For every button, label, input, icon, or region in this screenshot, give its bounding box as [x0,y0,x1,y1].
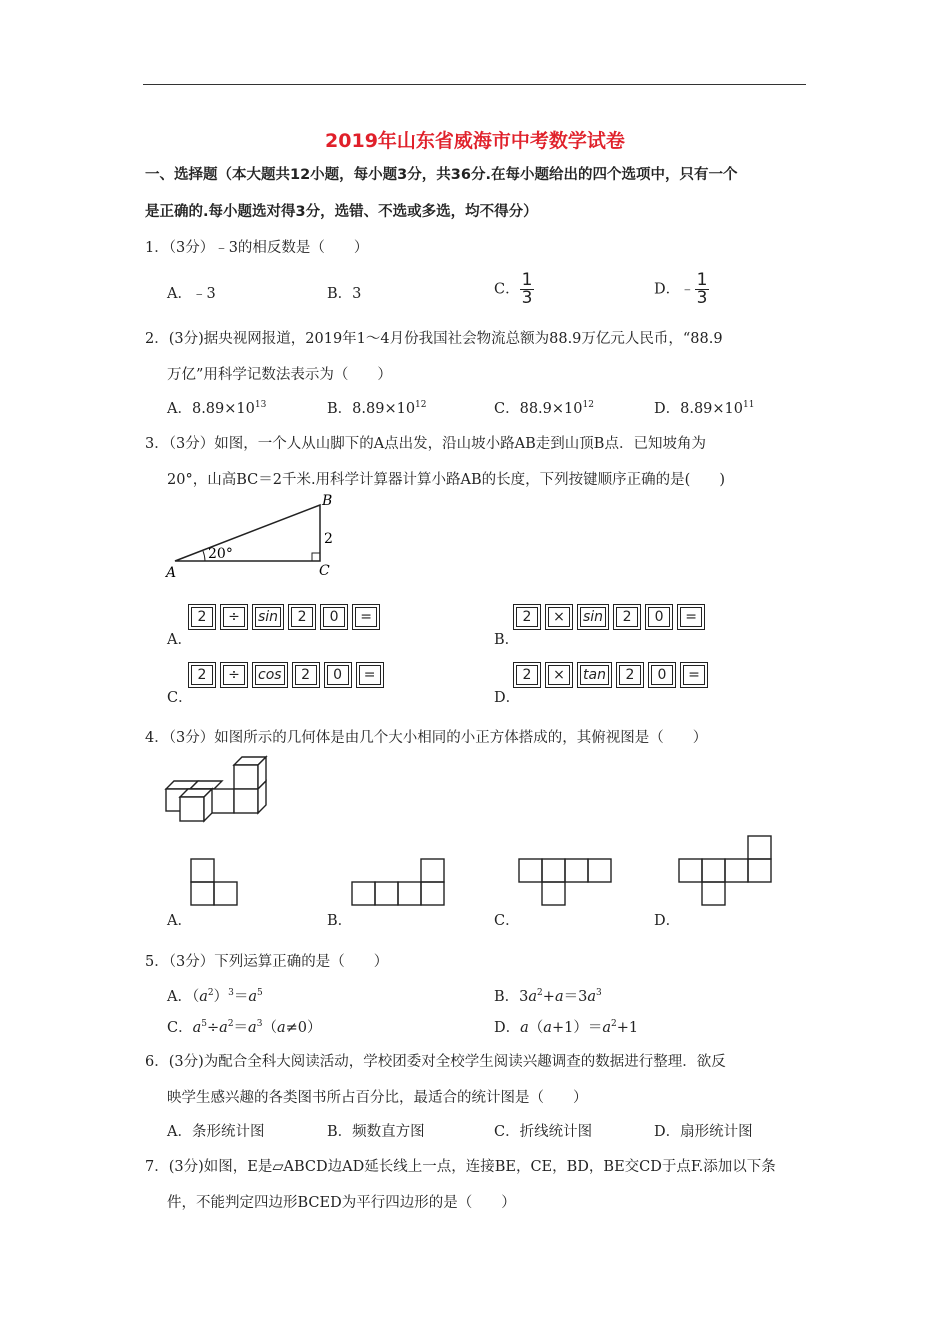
q6-option-c: C．折线统计图 [494,1124,593,1140]
q1-option-a: A．﹣3 [167,286,216,302]
q2-line1: 2．(3分)据央视网报道，2019年1～4月份我国社会物流总额为88.9万亿元人民币，“88.9 [145,331,723,347]
vertex-b-label: B [322,493,333,509]
q3-keys-b [513,604,705,630]
key: 2 [616,662,644,688]
q3-line2: 20°，山高BC＝2千米.用科学计算器计算小路AB的长度，下列按键顺序正确的是( ) [167,472,725,488]
key: 0 [324,662,352,688]
fraction-one-third: $\frac{1}{3}$ [696,270,708,308]
q3-keys-a [188,604,380,630]
key: 2 [513,604,541,630]
key: = [677,604,705,630]
q4-option-d-label: D． [654,913,681,929]
key: = [680,662,708,688]
key: cos [252,662,288,688]
key: 0 [648,662,676,688]
header-rule [143,84,806,85]
q2-option-b: B．$8.89\times 10^{12}$ [327,400,427,417]
key: = [352,604,380,630]
key: tan [577,662,612,688]
key: 2 [613,604,641,630]
q2-option-a: A．$8.89\times 10^{13}$ [167,400,267,417]
top-view-option-a [190,858,240,908]
q7-line1: 7．(3分)如图，E是▱ABCD边AD延长线上一点，连接BE，CE，BD，BE交CD于点F.添加以下条 [145,1159,776,1175]
q6-line2: 映学生感兴趣的各类图书所占百分比，最适合的统计图是（ ） [167,1090,588,1106]
top-view-option-c [518,858,614,908]
q6-option-b: B．频数直方图 [327,1124,425,1140]
side-label: 2 [324,531,333,547]
q2-option-c: C．$88.9\times 10^{12}$ [494,400,594,417]
q5-option-a: A．$(a^2)^3=a^5$ [167,988,263,1005]
section-heading-line2: 是正确的.每小题选对得3分，选错、不选或多选，均不得分） [145,204,538,220]
q1-option-c: C． $\frac{1}{3}$ [494,270,533,308]
q4-option-c-label: C． [494,913,520,929]
q6-line1: 6．(3分)为配合全科大阅读活动，学校团委对全校学生阅读兴趣调查的数据进行整理．欲反 [145,1054,726,1070]
key: × [545,662,573,688]
q3-option-b-label: B． [494,632,520,648]
q5-option-d: D．$a(a+1)=a^2+1$ [494,1019,639,1036]
q2-option-d: D．$8.89\times 10^{11}$ [654,400,755,417]
fraction-one-third: $\frac{1}{3}$ [521,270,533,308]
cube-solid-figure [164,755,274,825]
slope-triangle-figure [160,495,350,585]
vertex-c-label: C [319,563,330,579]
q5-option-c: C．$a^5\div a^2=a^3(a\ne 0)$ [167,1019,322,1036]
key: 2 [188,662,216,688]
q3-keys-d [513,662,708,688]
key: sin [577,604,609,630]
q3-option-c-label: C． [167,690,193,706]
q4-stem: 4．（3分）如图所示的几何体是由几个大小相同的小正方体搭成的，其俯视图是（ ） [145,730,708,746]
q2-line2: 万亿”用科学记数法表示为（ ） [167,367,392,383]
q3-option-d-label: D． [494,690,521,706]
angle-label: 20° [208,546,233,562]
key: 2 [292,662,320,688]
key: 2 [288,604,316,630]
top-view-option-d [678,835,774,908]
q7-line2: 件，不能判定四边形BCED为平行四边形的是（ ） [167,1195,516,1211]
q1-option-d: D．﹣ $\frac{1}{3}$ [654,270,708,308]
key: ÷ [220,604,248,630]
q3-option-a-label: A． [167,632,192,648]
key: 0 [320,604,348,630]
key: 2 [513,662,541,688]
q5-stem: 5．（3分）下列运算正确的是（ ） [145,954,389,970]
q3-keys-c [188,662,384,688]
q6-option-d: D．扇形统计图 [654,1124,753,1140]
q5-option-b: B．$3a^2+a=3a^3$ [494,988,602,1005]
key: 2 [188,604,216,630]
top-view-option-b [351,858,447,908]
q4-option-a-label: A． [167,913,192,929]
q1-stem: 1．（3分）﹣3的相反数是（ ） [145,240,369,256]
q1-option-b: B．3 [327,286,362,302]
q6-option-a: A．条形统计图 [167,1124,265,1140]
key: sin [252,604,284,630]
key: 0 [645,604,673,630]
key: ÷ [220,662,248,688]
q4-option-b-label: B． [327,913,353,929]
key: × [545,604,573,630]
q3-line1: 3．（3分）如图，一个人从山脚下的A点出发，沿山坡小路AB走到山顶B点．已知坡角为 [145,436,706,452]
key: = [356,662,384,688]
vertex-a-label: A [166,565,177,581]
section-heading-line1: 一、选择题（本大题共12小题，每小题3分，共36分.在每小题给出的四个选项中，只有一个 [145,167,738,183]
exam-title: 2019年山东省威海市中考数学试卷 [325,130,625,152]
